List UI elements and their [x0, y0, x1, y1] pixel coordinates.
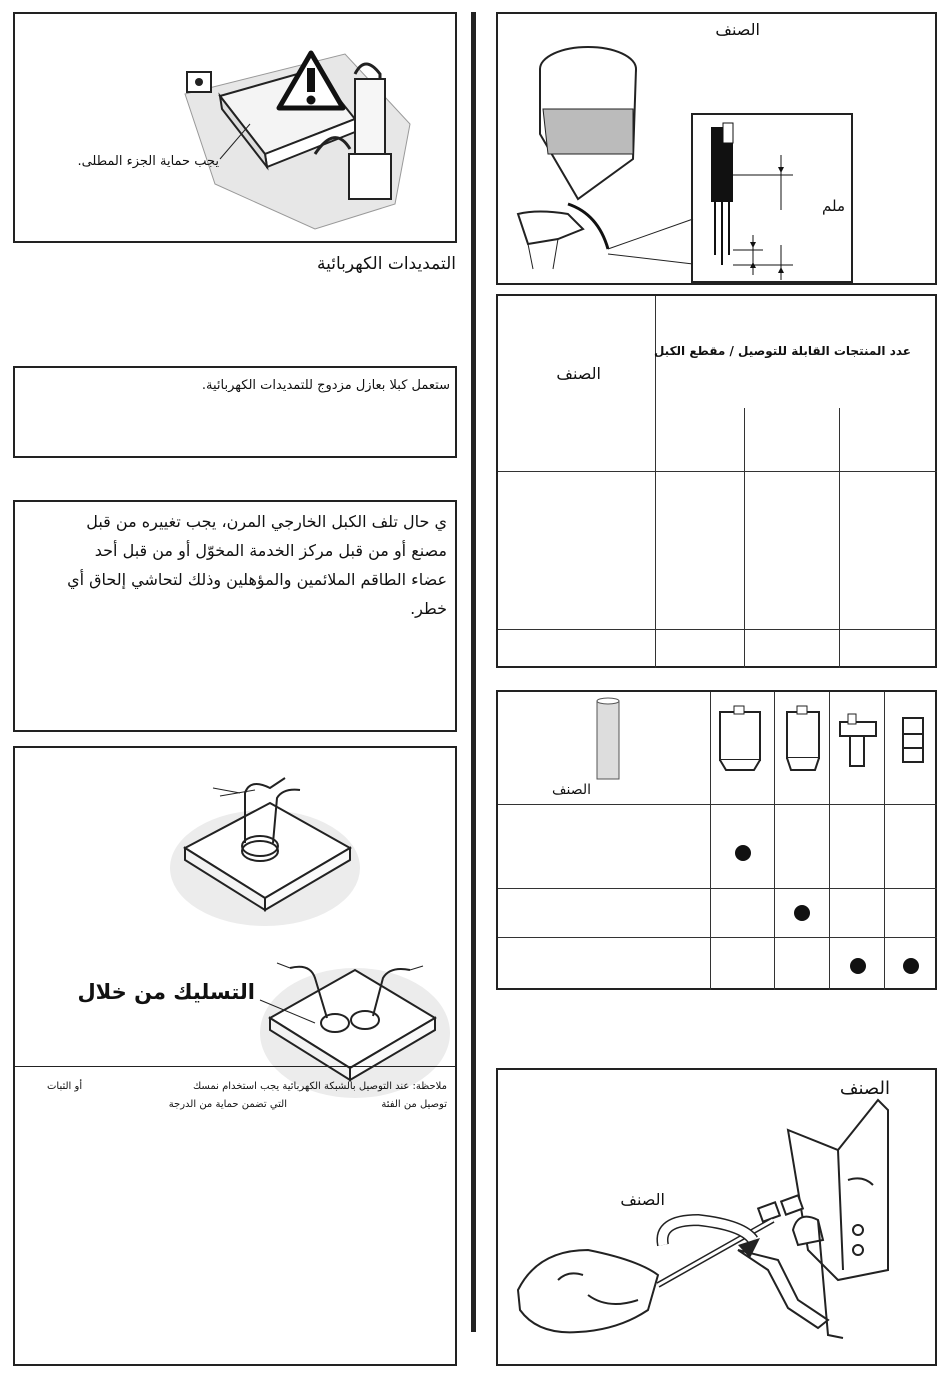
table2-row-divider: [498, 937, 937, 938]
table2-col-divider: [710, 692, 711, 990]
wiring-caption: التسليك من خلال: [77, 980, 255, 1004]
section-title: التمديدات الكهربائية: [317, 254, 456, 274]
table2-header: الصنف: [551, 782, 591, 798]
table1-right-header: عدد المنتجات القابلة للتوصيل / مقطع الكبل: [653, 344, 911, 358]
accessory-table: [496, 690, 937, 990]
mounting-box: [496, 1068, 937, 1366]
warning-caption: يجب حماية الجزء المطلى.: [77, 154, 219, 169]
footer-line-1: ملاحظة: عند التوصيل بالشبكة الكهربائية يجب استخدام نمسك: [193, 1081, 447, 1092]
cable-sleeve-icon: [593, 697, 623, 782]
cable-note-text: ستعمل كبلا بعازل مزدوج للتمديدات الكهربائية.: [201, 378, 450, 393]
warning-line-3: عضاء الطاقم الملائمين والمؤهلين وذلك لتحاشي إلحاق أي: [67, 570, 447, 589]
cable-section-table: [496, 294, 937, 668]
table2-row-divider: [498, 804, 937, 805]
footer-line-3: التي تضمن حماية من الدرجة: [168, 1099, 287, 1110]
table2-col-divider: [829, 692, 830, 990]
mounting-label-2: الصنف: [620, 1190, 665, 1209]
compatibility-dot: [735, 845, 751, 861]
column-divider: [471, 12, 476, 1332]
warning-line-4: خطر.: [410, 599, 447, 618]
table2-row-divider: [498, 888, 937, 889]
compatibility-dot: [850, 958, 866, 974]
junction-box-small-icon: [781, 704, 825, 779]
table1-row-divider: [498, 629, 937, 630]
footer-divider: [15, 1066, 455, 1067]
footer-line-2: توصيل من الفئة: [381, 1099, 447, 1110]
junction-box-large-icon: [716, 704, 766, 779]
table2-col-divider: [884, 692, 885, 990]
compatibility-dot: [794, 905, 810, 921]
dimension-detail-box: [691, 113, 853, 283]
damaged-cable-warning: [13, 500, 457, 732]
straight-connector-icon: [893, 714, 933, 774]
cable-strip-box: [496, 12, 937, 285]
footer-line-4: أو الثبات: [47, 1081, 83, 1092]
top-label: الصنف: [715, 20, 760, 39]
table1-row-divider: [498, 471, 937, 472]
warning-line-1: ي حال تلف الكبل الخارجي المرن، يجب تغييره من قبل: [86, 512, 447, 531]
double-insulated-cable-note: [13, 366, 457, 458]
t-connector-icon: [836, 710, 880, 780]
mounting-label-1: الصنف: [839, 1078, 890, 1099]
mounting-illustration: [498, 1070, 939, 1368]
compatibility-dot: [903, 958, 919, 974]
warning-illustration-box: [13, 12, 457, 243]
warning-line-2: مصنع أو من قبل مركز الخدمة المخوّل أو من قبل أحد: [94, 541, 447, 560]
caption-leader-line: [15, 14, 459, 245]
dimension-unit-label: ملم: [822, 197, 845, 215]
wiring-box: [13, 746, 457, 1366]
water-heater-illustration: [498, 14, 698, 274]
table1-left-header: الصنف: [556, 364, 601, 383]
junction-box-illustration-bottom: [15, 908, 459, 1228]
table2-col-divider: [774, 692, 775, 990]
